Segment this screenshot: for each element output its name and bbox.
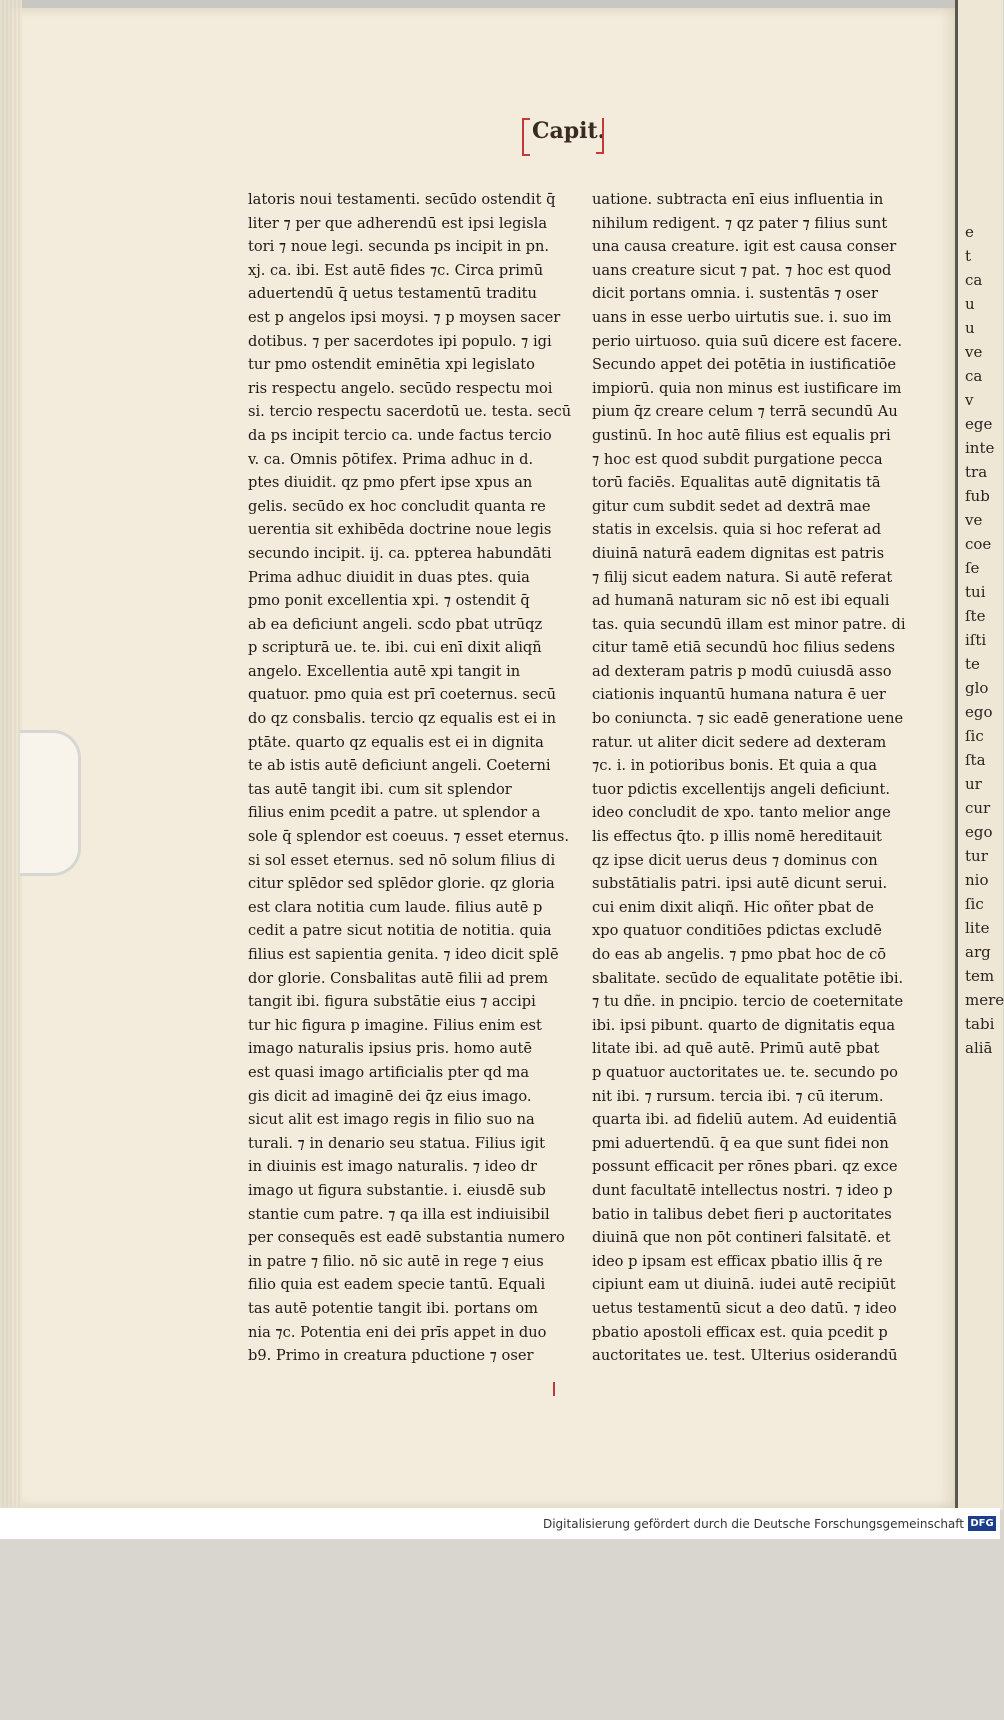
text-line: tur hic figura p imagine. Filius enim est [248,1016,542,1034]
text-line: uerentia sit exhibēda doctrine noue legis [248,521,552,539]
text-line: substātialis patri. ipsi autē dicunt serui. [592,875,888,893]
edge-fragment: coe [965,535,992,553]
text-line: tori ⁊ noue legi. secunda ps incipit in pn. [248,238,550,256]
text-line: nit ibi. ⁊ rursum. tercia ibi. ⁊ cū iterum. [592,1087,884,1105]
text-line: est clara notitia cum laude. filius autē p [248,898,543,916]
text-line: filio quia est eadem specie tantū. Equali [248,1276,546,1294]
text-line: cui enim dixit aliqñ. Hic oñter pbat de [592,898,874,916]
edge-fragment: ve [965,511,983,529]
text-line: Prima adhuc diuidit in duas ptes. quia [248,568,530,586]
edge-fragment: fub [965,487,990,505]
text-line: uans creature sicut ⁊ pat. ⁊ hoc est quod [592,261,892,279]
edge-fragment: ego [965,823,993,841]
text-line: qz ipse dicit uerus deus ⁊ dominus con [592,851,878,869]
text-line: angelo. Excellentia autē xpi tangit in [248,662,521,680]
text-line: tuor pdictis excellentijs angeli deficiunt. [592,780,890,798]
text-line: b9. Primo in creatura pductione ⁊ oser [248,1347,534,1365]
edge-fragment: u [965,295,975,313]
edge-fragment: inte [965,439,995,457]
edge-fragment: v [965,391,974,409]
edge-fragment: ve [965,343,983,361]
text-line: in diuinis est imago naturalis. ⁊ ideo dr [248,1158,538,1176]
text-line: per consequēs est eadē substantia numero [248,1229,565,1247]
text-line: una causa creature. igit est causa conser [592,238,897,256]
edge-fragment: arg [965,943,991,961]
text-line: ideo p ipsam est efficax pbatio illis q̄ re [592,1252,883,1270]
text-line: gis dicit ad imaginē dei q̄z eius imago. [248,1087,532,1105]
text-line: si. tercio respectu sacerdotū ue. testa. secū [248,403,572,421]
edge-fragment: ca [965,367,983,385]
text-line: perio uirtuoso. quia suū dicere est facere. [592,332,902,350]
text-line: ⁊ tu dñe. in pncipio. tercio de coeternitate [592,993,904,1011]
text-line: cedit a patre sicut notitia de notitia. quia [248,922,552,940]
text-line: ⁊ filij sicut eadem natura. Si autē referat [592,568,893,586]
text-line: te ab istis autē deficiunt angeli. Coeterni [248,757,551,775]
binding-clip [20,730,81,876]
text-line: liter ⁊ per que adherendū est ipsi legisla [248,214,548,232]
page-heading: Capit. [532,118,606,144]
text-line: auctoritates ue. test. Ulterius osiderandū [592,1347,898,1365]
text-line: tas. quia secundū illam est minor patre. di [592,615,906,633]
text-line: gelis. secūdo ex hoc concludit quanta re [248,497,546,515]
edge-fragment: ſic [965,727,984,745]
edge-fragment: nio [965,871,989,889]
text-line: ciationis inquantū humana natura ē uer [592,686,886,704]
text-line: do eas ab angelis. ⁊ pmo pbat hoc de cō [592,946,887,963]
edge-fragment: mere [965,991,1004,1009]
text-line: dotibus. ⁊ per sacerdotes ipi populo. ⁊ igi [248,332,552,350]
text-line: imago naturalis ipsius pris. homo autē [248,1040,532,1058]
edge-fragment: te [965,655,980,673]
text-line: da ps incipit tercio ca. unde factus tercio [248,426,552,444]
text-line: do qz consbalis. tercio qz equalis est ei in [248,710,557,728]
text-line: filius enim pcedit a patre. ut splendor a [248,804,541,822]
text-line: imago ut figura substantie. i. eiusdē sub [248,1181,546,1199]
text-line: est quasi imago artificialis pter qd ma [248,1063,530,1081]
text-line: statis in excelsis. quia si hoc referat ad [592,521,882,539]
edge-fragment: aliā [965,1039,993,1057]
text-line: gustinū. In hoc autē filius est equalis pri [592,426,891,444]
edge-fragment: iſti [965,631,987,649]
text-line: uatione. subtracta enī eius influentia in [592,191,884,208]
text-line: stantie cum patre. ⁊ qa illa est indiuisibil [248,1205,550,1223]
edge-fragment: ege [965,415,993,433]
dfg-logo: DFG [968,1516,996,1531]
edge-fragment: u [965,319,975,337]
text-line: dicit portans omnia. i. sustentās ⁊ oser [592,285,878,303]
edge-fragment: e [965,223,974,241]
text-line: diuinā naturā eadem dignitas est patris [592,544,885,562]
text-line: filius est sapientia genita. ⁊ ideo dicit splē [248,946,559,963]
edge-fragment: ego [965,703,993,721]
footer-bar [0,1508,1000,1539]
edge-fragment: ſic [965,895,984,913]
text-line: in patre ⁊ filio. nō sic autē in rege ⁊ eius [248,1252,544,1270]
edge-fragment: t [965,247,972,265]
text-line: v. ca. Omnis pōtifex. Prima adhuc in d. [248,450,534,468]
edge-fragment: lite [965,919,990,937]
facing-page-text-fragments [965,10,1004,1720]
text-line: dor glorie. Consbalitas autē filii ad prem [248,969,549,987]
text-line: ptes diuidit. qz pmo pfert ipse xpus an [248,474,533,492]
text-line: dunt facultatē intellectus nostri. ⁊ ideo p [592,1181,893,1199]
edge-fragment: tui [965,583,986,601]
edge-fragment: tabi [965,1015,995,1033]
text-line: sbalitate. secūdo de equalitate potētie ibi. [592,969,904,987]
text-line: torū faciēs. Equalitas autē dignitatis tā [592,474,881,492]
text-line: latoris noui testamenti. secūdo ostendit q̄ [248,191,556,208]
text-line: ptāte. quarto qz equalis est ei in dignita [248,733,544,751]
text-line: est p angelos ipsi moysi. ⁊ p moysen sacer [248,308,561,326]
text-line: ad humanā naturam sic nō est ibi equali [592,592,890,610]
text-line: ideo concludit de xpo. tanto melior ange [592,804,891,822]
right-text-column [592,188,906,1368]
text-line: quarta ibi. ad fideliū autem. Ad euidentiā [592,1111,897,1129]
text-line: ad dexteram patris p modū cuiusdā asso [592,662,892,680]
text-line: sicut alit est imago regis in filio suo na [248,1111,535,1129]
edge-fragment: ur [965,775,982,793]
text-line: ⁊c. i. in potioribus bonis. Et quia a qua [592,757,877,775]
text-line: batio in talibus debet fieri p auctoritates [592,1205,892,1223]
edge-fragment: tem [965,967,995,985]
page-edge-stack [0,0,22,1510]
text-line: sole q̄ splendor est coeuus. ⁊ esset eternus. [248,828,569,846]
text-line: p scripturā ue. te. ibi. cui enī dixit aliqñ [248,639,542,657]
text-line: ratur. ut aliter dicit sedere ad dexteram [592,733,887,751]
text-line: ris respectu angelo. secūdo respectu moi [248,379,553,397]
edge-fragment: ſe [965,559,980,577]
edge-fragment: cur [965,799,991,817]
text-line: tas autē tangit ibi. cum sit splendor [248,780,512,798]
text-line: Secundo appet dei potētia in iustificatiōe [592,356,897,374]
footer-credit: Digitalisierung gefördert durch die Deutsche Forschungsgemeinschaft [542,1517,964,1531]
text-line: impiorū. quia non minus est iustificare im [592,379,902,397]
edge-fragment: glo [965,679,989,697]
text-line: possunt efficacit per rōnes pbari. qz exce [592,1158,898,1176]
edge-fragment: tur [965,847,988,865]
text-line: pium q̄z creare celum ⁊ terrā secundū Au [592,403,898,421]
text-line: tas autē potentie tangit ibi. portans om [248,1299,539,1317]
text-line: uetus testamentū sicut a deo datū. ⁊ ideo [592,1299,897,1317]
text-line: nihilum redigent. ⁊ qz pater ⁊ filius sunt [592,214,888,232]
text-line: pbatio apostoli efficax est. quia pcedit p [592,1323,888,1341]
text-line: pmi aduertendū. q̄ ea que sunt fidei non [592,1134,889,1152]
text-line: cipiunt eam ut diuinā. iudei autē recipiūt [592,1276,896,1294]
text-line: bo coniuncta. ⁊ sic eadē generatione uene [592,710,904,728]
text-line: citur splēdor sed splēdor glorie. qz gloria [248,875,555,893]
text-line: tur pmo ostendit eminētia xpi legislato [248,356,535,374]
text-line: si sol esset eternus. sed nō solum filius di [248,851,556,869]
text-line: lis effectus q̄to. p illis nomē hereditauit [592,828,882,846]
text-line: turali. ⁊ in denario seu statua. Filius igit [248,1134,545,1152]
text-line: tangit ibi. figura substātie eius ⁊ accipi [248,993,536,1011]
text-line: quatuor. pmo quia est prī coeternus. secū [248,686,557,704]
edge-fragment: ſta [965,751,986,769]
text-line: xpo quatuor conditiōes pdictas excludē [592,922,882,940]
text-line: ibi. ipsi pibunt. quarto de dignitatis equa [592,1016,896,1034]
text-line: citur tamē etiā secundū hoc filius sedens [592,639,895,657]
text-line: uans in esse uerbo uirtutis sue. i. suo im [592,308,892,326]
text-line: nia ⁊c. Potentia eni dei prīs appet in duo [248,1323,547,1341]
text-line: xj. ca. ibi. Est autē fides ⁊c. Circa primū [248,261,544,279]
text-line: litate ibi. ad quē autē. Primū autē pbat [592,1040,880,1058]
rubric-mark [553,1382,555,1396]
text-line: pmo ponit excellentia xpi. ⁊ ostendit q̄ [248,592,530,610]
edge-fragment: ſte [965,607,986,625]
text-line: aduertendū q̄ uetus testamentū traditu [248,285,537,303]
text-line: secundo incipit. ij. ca. ppterea habundāti [248,544,552,562]
edge-fragment: tra [965,463,988,481]
text-line: p quatuor auctoritates ue. te. secundo po [592,1063,898,1081]
edge-fragment: ca [965,271,983,289]
text-line: ⁊ hoc est quod subdit purgatione pecca [592,450,883,468]
text-line: gitur cum subdit sedet ad dextrā mae [592,497,871,515]
text-line: ab ea deficiunt angeli. scdo pbat utrūqz [248,615,543,633]
text-line: diuinā que non pōt contineri falsitatē. et [592,1229,891,1247]
left-text-column [248,188,572,1368]
rubric-bracket-right [596,118,604,154]
